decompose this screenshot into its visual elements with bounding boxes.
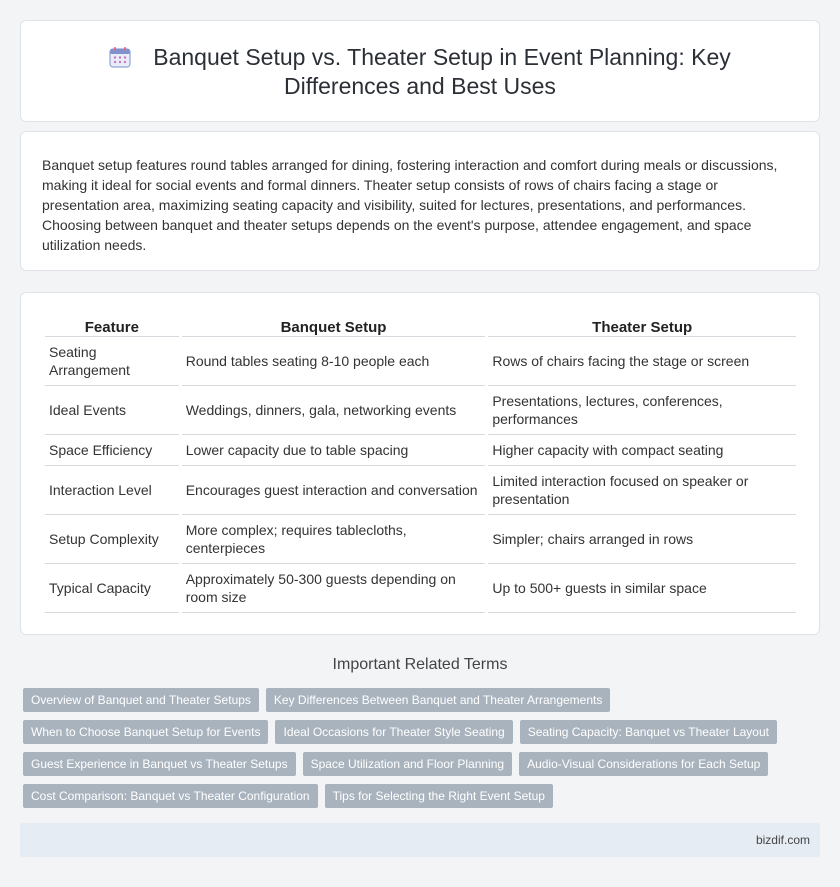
related-term-link[interactable]: When to Choose Banquet Setup for Events (23, 720, 268, 744)
title-line-2: Differences and Best Uses (284, 73, 556, 99)
page-title (21, 43, 819, 101)
comparison-table (42, 317, 799, 613)
table-cell: Encourages guest interaction and conversation (182, 466, 486, 515)
calendar-icon (109, 46, 131, 68)
intro-paragraph: Banquet setup features round tables arranged for dining, fostering interaction and comfort during meals or discussions, making it ideal for social events and formal dinners. Theater setup consists of rows of chairs facing a stage or presentation area, maximizing seating capacity and visibility, suited for lectures, presentations, and performances. Choosing between banquet and theater setups depends on the event's purpose, attendee engagement, and space utilization needs. (42, 157, 778, 253)
table-cell: Space Efficiency (45, 435, 179, 466)
related-term-link[interactable]: Seating Capacity: Banquet vs Theater Layout (520, 720, 777, 744)
table-cell: Ideal Events (45, 386, 179, 435)
table-cell: Interaction Level (45, 466, 179, 515)
table-cell: Up to 500+ guests in similar space (488, 564, 796, 613)
column-header: Banquet Setup (182, 317, 486, 337)
related-terms-heading: Important Related Terms (332, 656, 508, 673)
table-row (45, 515, 796, 564)
comparison-card (20, 292, 820, 635)
title-line-1: Banquet Setup vs. Theater Setup in Event Planning: Key (153, 44, 731, 70)
related-term-link[interactable]: Key Differences Between Banquet and Theater Arrangements (266, 688, 610, 712)
table-cell: Limited interaction focused on speaker or presentation (488, 466, 796, 515)
related-term-link[interactable]: Audio-Visual Considerations for Each Setup (519, 752, 768, 776)
table-header-row (45, 317, 796, 337)
related-term-link[interactable]: Overview of Banquet and Theater Setups (23, 688, 259, 712)
table-cell: Setup Complexity (45, 515, 179, 564)
table-row (45, 435, 796, 466)
table-row (45, 386, 796, 435)
related-term-link[interactable]: Cost Comparison: Banquet vs Theater Configuration (23, 784, 318, 808)
table-row (45, 466, 796, 515)
related-term-link[interactable]: Guest Experience in Banquet vs Theater Setups (23, 752, 296, 776)
table-row (45, 564, 796, 613)
tag-row (23, 688, 803, 712)
footer (20, 823, 820, 857)
table-cell: Rows of chairs facing the stage or screen (488, 337, 796, 386)
related-term-link[interactable]: Ideal Occasions for Theater Style Seating (275, 720, 512, 744)
table-cell: Round tables seating 8-10 people each (182, 337, 486, 386)
tag-row (23, 784, 803, 808)
table-cell: Weddings, dinners, gala, networking events (182, 386, 486, 435)
table-cell: Higher capacity with compact seating (488, 435, 796, 466)
table-cell: Approximately 50-300 guests depending on room size (182, 564, 486, 613)
table-row (45, 337, 796, 386)
related-term-link[interactable]: Tips for Selecting the Right Event Setup (325, 784, 553, 808)
table-cell: More complex; requires tablecloths, centerpieces (182, 515, 486, 564)
table-cell: Seating Arrangement (45, 337, 179, 386)
tag-row (23, 752, 803, 776)
table-cell: Typical Capacity (45, 564, 179, 613)
column-header: Feature (45, 317, 179, 337)
intro-card (20, 131, 820, 271)
related-term-link[interactable]: Space Utilization and Floor Planning (303, 752, 512, 776)
table-cell: Simpler; chairs arranged in rows (488, 515, 796, 564)
footer-brand: bizdif.com (755, 833, 810, 847)
title-card (20, 20, 820, 122)
table-cell: Presentations, lectures, conferences, performances (488, 386, 796, 435)
related-terms-list (23, 688, 803, 816)
column-header: Theater Setup (488, 317, 796, 337)
table-cell: Lower capacity due to table spacing (182, 435, 486, 466)
tag-row (23, 720, 803, 744)
